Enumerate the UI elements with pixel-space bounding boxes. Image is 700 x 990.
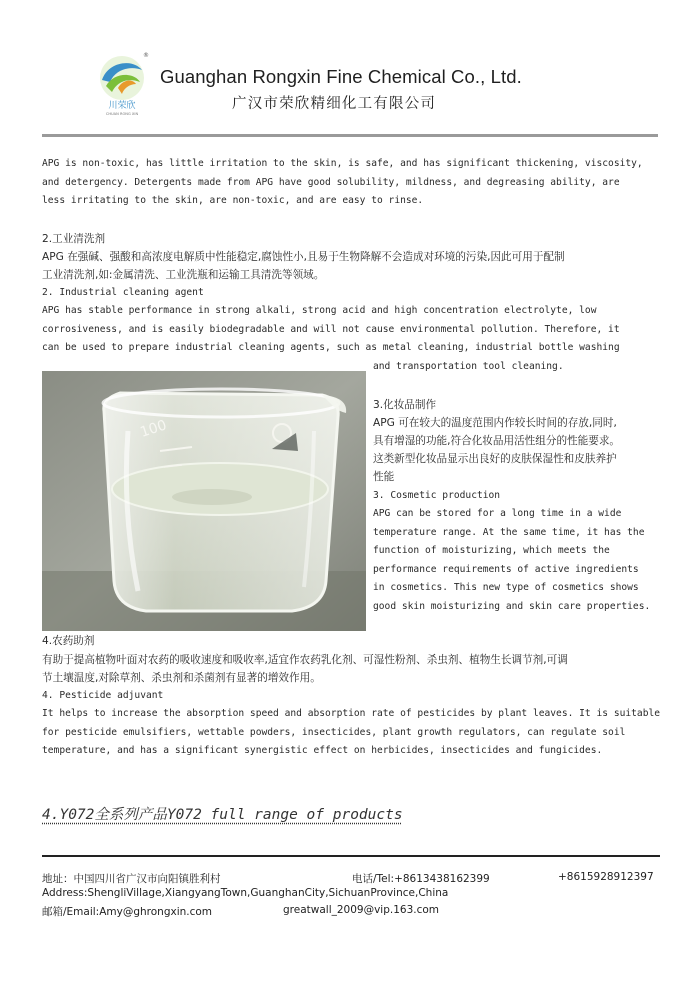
intro-paragraph xyxy=(42,155,643,211)
text-line: APG is non-toxic, has little irritation to the skin, is safe, and has significant thickening, viscosity, xyxy=(42,158,643,169)
footer-address-cn: 地址：中国四川省广汉市向阳镇胜利村 xyxy=(42,873,221,885)
logo-emblem-icon xyxy=(92,52,152,116)
footer-divider xyxy=(42,855,660,857)
company-name-chinese: 广汉市荣欣精细化工有限公司 xyxy=(232,96,437,112)
text-line: 有助于提高植物叶面对农药的吸收速度和吸收率,适宜作农药乳化剂、可湿性粉剂、杀虫剂、植物生长调节剂,可调 xyxy=(42,654,568,666)
text-line: APG can be stored for a long time in a wide xyxy=(373,508,622,519)
text-line: 工业清洗剂,如:金属清洗、工业洗瓶和运输工具清洗等领域。 xyxy=(42,269,325,281)
text-line: can be used to prepare industrial cleaning agents, such as metal cleaning, industrial bottle washing xyxy=(42,342,620,353)
text-line: good skin moisturizing and skin care properties. xyxy=(373,600,651,612)
section3-title-en: 3. Cosmetic production xyxy=(373,490,501,501)
beaker-graduation-label: 100 xyxy=(138,417,169,441)
footer-address-en: Address:ShengliVillage,XiangyangTown,GuanghanCity,SichuanProvince,China xyxy=(42,887,449,899)
text-line: and detergency. Detergents made from APG have good solubility, mildness, and degreasing ability, are xyxy=(42,176,620,188)
header-divider xyxy=(42,134,658,137)
beaker-image xyxy=(42,371,366,631)
footer-phone-2: +8615928912397 xyxy=(558,871,654,883)
section2-body-en xyxy=(42,302,620,376)
text-line: APG 在强碱、强酸和高浓度电解质中性能稳定,腐蚀性小,且易于生物降解不会造成对环境的污染,因此可用于配制 xyxy=(42,251,565,263)
products-section-heading: 4.Y072全系列产品Y072 full range of products xyxy=(42,807,403,823)
text-line: function of moisturizing, which meets the xyxy=(373,545,610,556)
footer-email[interactable]: 邮箱/Email:Amy@ghrongxin.com xyxy=(42,906,213,918)
section3-body-cn xyxy=(373,414,620,486)
section4-title-en: 4. Pesticide adjuvant xyxy=(42,690,164,701)
text-line: temperature range. At the same time, it has the xyxy=(373,526,645,538)
text-line: for pesticide emulsifiers, wettable powders, insecticides, plant growth regulators, can regulate soil xyxy=(42,726,626,738)
section2-body-cn xyxy=(42,248,565,284)
logo-text: 川荣欣 xyxy=(108,101,136,111)
text-line: and transportation tool cleaning. xyxy=(373,360,564,372)
text-line: APG 可在较大的温度范围内作较长时间的存放,同时, xyxy=(373,417,617,429)
text-line: corrosiveness, and is easily biodegradable and will not cause environmental pollution. Therefore, it xyxy=(42,323,620,335)
text-line: 具有增湿的功能,符合化妆品用活性组分的性能要求。 xyxy=(373,435,621,447)
text-line: performance requirements of active ingredients xyxy=(373,563,639,575)
text-line: temperature, and has a significant synergistic effect on herbicides, insecticides and fungicides. xyxy=(42,745,603,756)
text-line: APG has stable performance in strong alkali, strong acid and high concentration electrolyte, low xyxy=(42,305,597,316)
section3-title-cn: 3.化妆品制作 xyxy=(373,399,437,411)
text-line: less irritating to the skin, are non-toxic, and are easy to rinse. xyxy=(42,195,424,206)
section3-body-en xyxy=(373,505,650,616)
section4-body-cn xyxy=(42,651,568,687)
logo-subtext: CHUAN RONG XIN xyxy=(105,112,139,116)
product-photo-beaker xyxy=(42,371,366,631)
text-line: It helps to increase the absorption speed and absorption rate of pesticides by plant leaves. It is suitable xyxy=(42,708,661,719)
text-line: 这类新型化妆品显示出良好的皮肤保湿性和皮肤养护 xyxy=(373,453,617,465)
section4-title-cn: 4.农药助剂 xyxy=(42,635,95,647)
section4-body-en xyxy=(42,705,660,761)
text-line: in cosmetics. This new type of cosmetics shows xyxy=(373,582,639,593)
footer-phone: 电话/Tel:+8613438162399 xyxy=(352,873,490,885)
footer-email-2[interactable]: greatwall_2009@vip.163.com xyxy=(283,904,440,916)
text-line: 节土壤温度,对除草剂、杀虫剂和杀菌剂有显著的增效作用。 xyxy=(42,672,321,684)
section2-title-cn: 2.工业清洗剂 xyxy=(42,233,106,245)
text-line: 性能 xyxy=(373,471,395,483)
section2-title-en: 2. Industrial cleaning agent xyxy=(42,287,204,298)
trademark-mark: ® xyxy=(143,52,149,59)
company-logo xyxy=(92,52,152,116)
company-name-english: Guanghan Rongxin Fine Chemical Co., Ltd. xyxy=(160,66,522,87)
